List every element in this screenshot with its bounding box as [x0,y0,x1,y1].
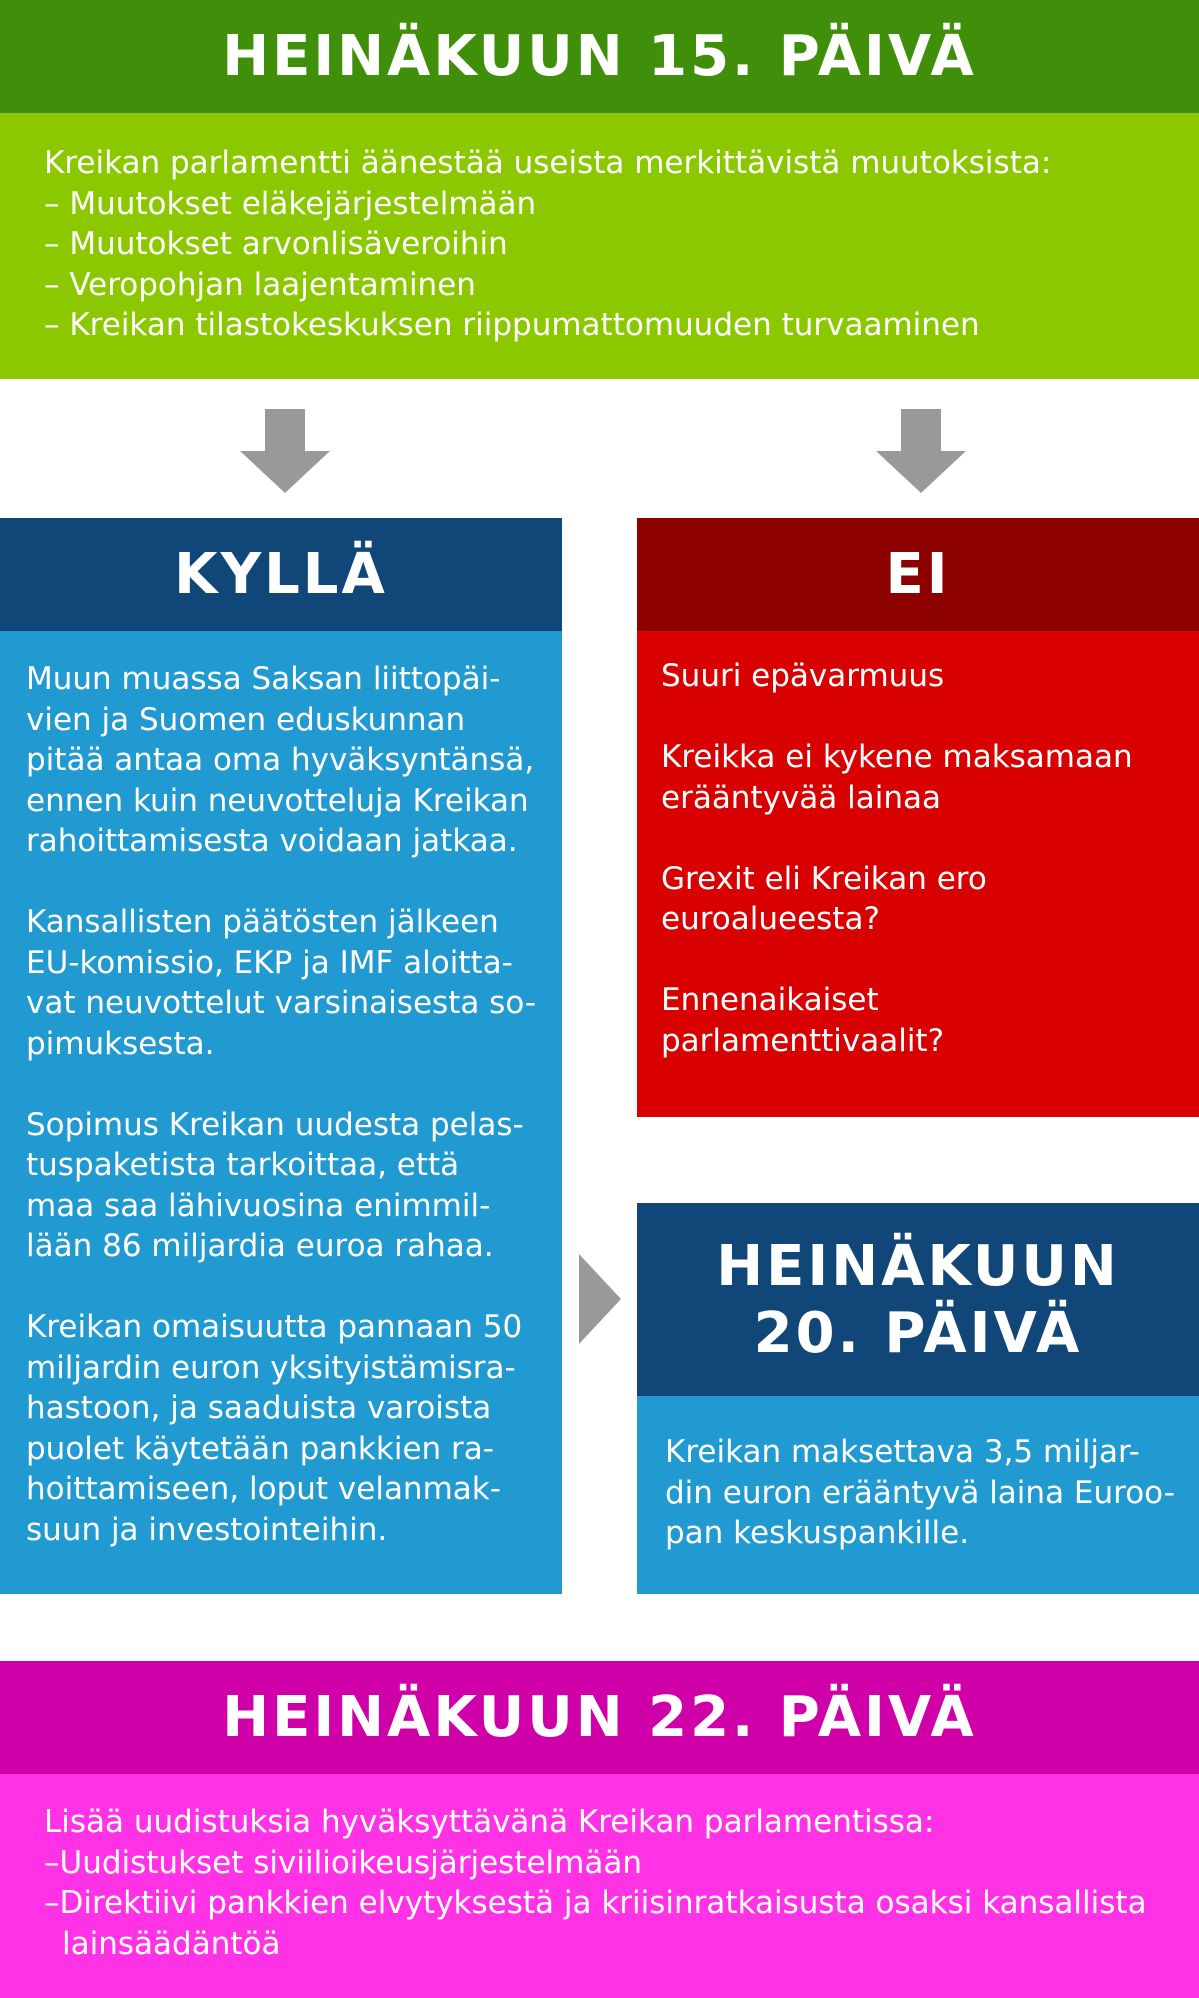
text-line: Kreikka ei kykene maksamaan [661,739,1133,775]
no-paragraph [661,859,1177,940]
yes-paragraph [26,1307,540,1550]
yes-header [0,518,562,631]
text-line: rahoittamisesta voidaan jatkaa. [26,823,518,859]
july22-item: –Uudistukset siviilioikeusjärjestelmään [44,1844,642,1881]
text-line: puolet käytetään pankkien ra- [26,1430,494,1467]
text-line: vat neuvottelut varsinaisesta so- [26,985,537,1021]
text-line: tuspaketista tarkoittaa, että [26,1147,460,1183]
text-line: pimuksesta. [26,1025,215,1062]
no-body [637,631,1199,1117]
july15-header [0,0,1199,113]
no-paragraph [661,980,1177,1061]
july15-item: – Veropohjan laajentaminen [44,266,476,303]
july15-item: – Muutokset eläkejärjestelmään [44,185,537,222]
no-paragraph [661,737,1177,818]
yes-body [0,631,562,1594]
text-line: hastoon, ja saaduista varoista [26,1390,492,1426]
july20-body [637,1396,1199,1594]
yes-title: KYLLÄ [174,542,388,607]
july22-body [0,1774,1199,1998]
arrow-down-icon [240,409,330,493]
july15-item: – Muutokset arvonlisäveroihin [44,226,508,262]
text-line: pitää antaa oma hyväksyntänsä, [26,742,535,778]
july22-intro: Lisää uudistuksia hyväksyttävänä Kreikan parlamentissa: [44,1804,935,1840]
no-paragraph [661,656,1177,697]
text-line: euroalueesta? [661,901,880,937]
text-line: din euron erääntyvä laina Euroo- [665,1474,1175,1511]
text-line: Muun muassa Saksan liittopäi- [26,661,501,697]
arrow-right-icon [579,1254,621,1344]
text-line: hoittamiseen, loput velanmak- [26,1471,501,1507]
july20-title-line1: HEINÄKUUN [716,1233,1120,1299]
text-line: Kreikan maksettava 3,5 miljar- [665,1434,1140,1470]
july15-item: – Kreikan tilastokeskuksen riippumattomuuden turvaaminen [44,307,980,343]
july22-item: –Direktiivi pankkien elvytyksestä ja kriisinratkaisusta osaksi kansallista lainsäädäntöä [44,1885,1147,1962]
july22-header [0,1661,1199,1774]
july20-title-line2: 20. PÄIVÄ [753,1300,1083,1366]
text-line: Suuri epävarmuus [661,658,945,694]
text-line: pan keskuspankille. [665,1515,970,1551]
no-title: EI [885,542,951,607]
text-line: maa saa lähivuosina enimmil- [26,1187,491,1224]
text-line: Kreikan omaisuutta pannaan 50 [26,1309,523,1345]
yes-paragraph [26,902,540,1064]
yes-paragraph [26,1105,540,1267]
july15-intro: Kreikan parlamentti äänestää useista merkittävistä muutoksista: [44,145,1052,181]
text-line: ennen kuin neuvotteluja Kreikan [26,782,529,819]
text-line: EU-komissio, EKP ja IMF aloitta- [26,944,513,981]
text-line: suun ja investointeihin. [26,1511,388,1548]
text-line: lään 86 miljardia euroa rahaa. [26,1228,494,1264]
no-header [637,518,1199,631]
text-line: Grexit eli Kreikan ero [661,860,987,897]
arrow-down-icon [876,409,966,493]
text-line: erääntyvää lainaa [661,779,942,816]
july15-body [0,113,1199,379]
text-line: Kansallisten päätösten jälkeen [26,904,499,940]
text-line: Sopimus Kreikan uudesta pelas- [26,1106,524,1143]
july22-title: HEINÄKUUN 22. PÄIVÄ [222,1685,977,1750]
text-line: Ennenaikaiset [661,982,879,1018]
july15-title: HEINÄKUUN 15. PÄIVÄ [222,24,977,89]
text-line: parlamenttivaalit? [661,1022,945,1059]
yes-paragraph [26,659,540,862]
text-line: vien ja Suomen eduskunnan [26,701,466,738]
text-line: miljardin euron yksityistämisra- [26,1349,516,1386]
july20-header [637,1203,1199,1396]
